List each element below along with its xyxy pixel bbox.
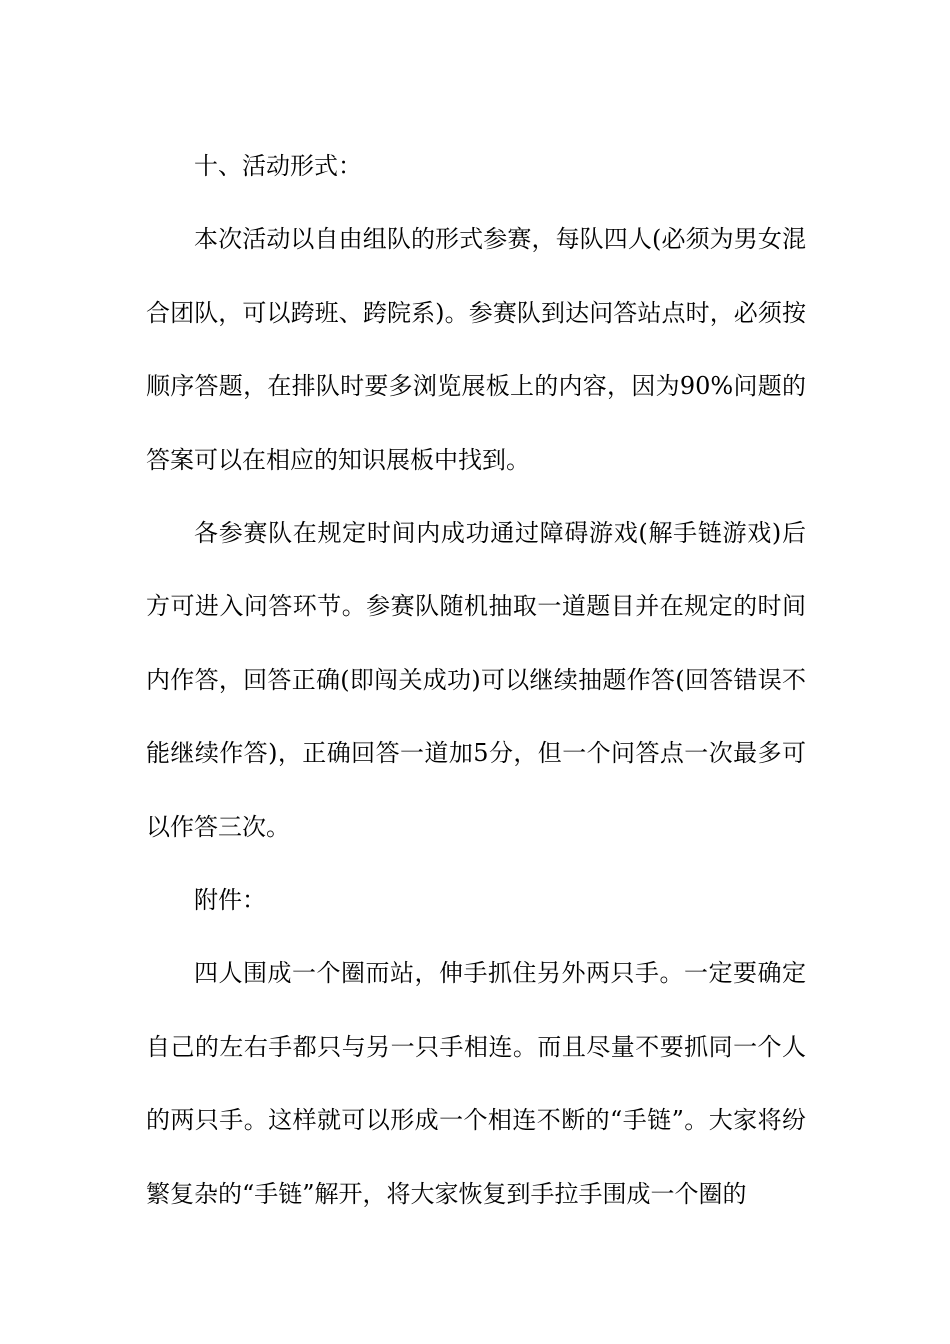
section-heading-activity-format: 十、活动形式：	[194, 152, 362, 180]
paragraph-hand-chain-game: 四人围成一个圈而站，伸手抓住另外两只手。一定要确定自己的左右手都只与另一只手相连。而且尽量不要抓同一个人的两只手。这样就可以形成一个相连不断的“手链”。大家将纷繁复杂的“手链”解开，将大家恢复到手拉手围成一个圈的	[146, 959, 806, 1208]
paragraph-quiz-rules: 各参赛队在规定时间内成功通过障碍游戏(解手链游戏)后方可进入问答环节。参赛队随机抽取一道题目并在规定的时间内作答，回答正确(即闯关成功)可以继续抽题作答(回答错误不能继续作答)，正确回答一道加5分，但一个问答点一次最多可以作答三次。	[146, 519, 806, 841]
paragraph-team-rules: 本次活动以自由组队的形式参赛，每队四人(必须为男女混合团队，可以跨班、跨院系)。参赛队到达问答站点时，必须按顺序答题，在排队时要多浏览展板上的内容，因为90%问题的答案可以在相应的知识展板中找到。	[146, 225, 806, 474]
document-body	[146, 130, 806, 1231]
attachment-heading: 附件：	[194, 886, 266, 915]
